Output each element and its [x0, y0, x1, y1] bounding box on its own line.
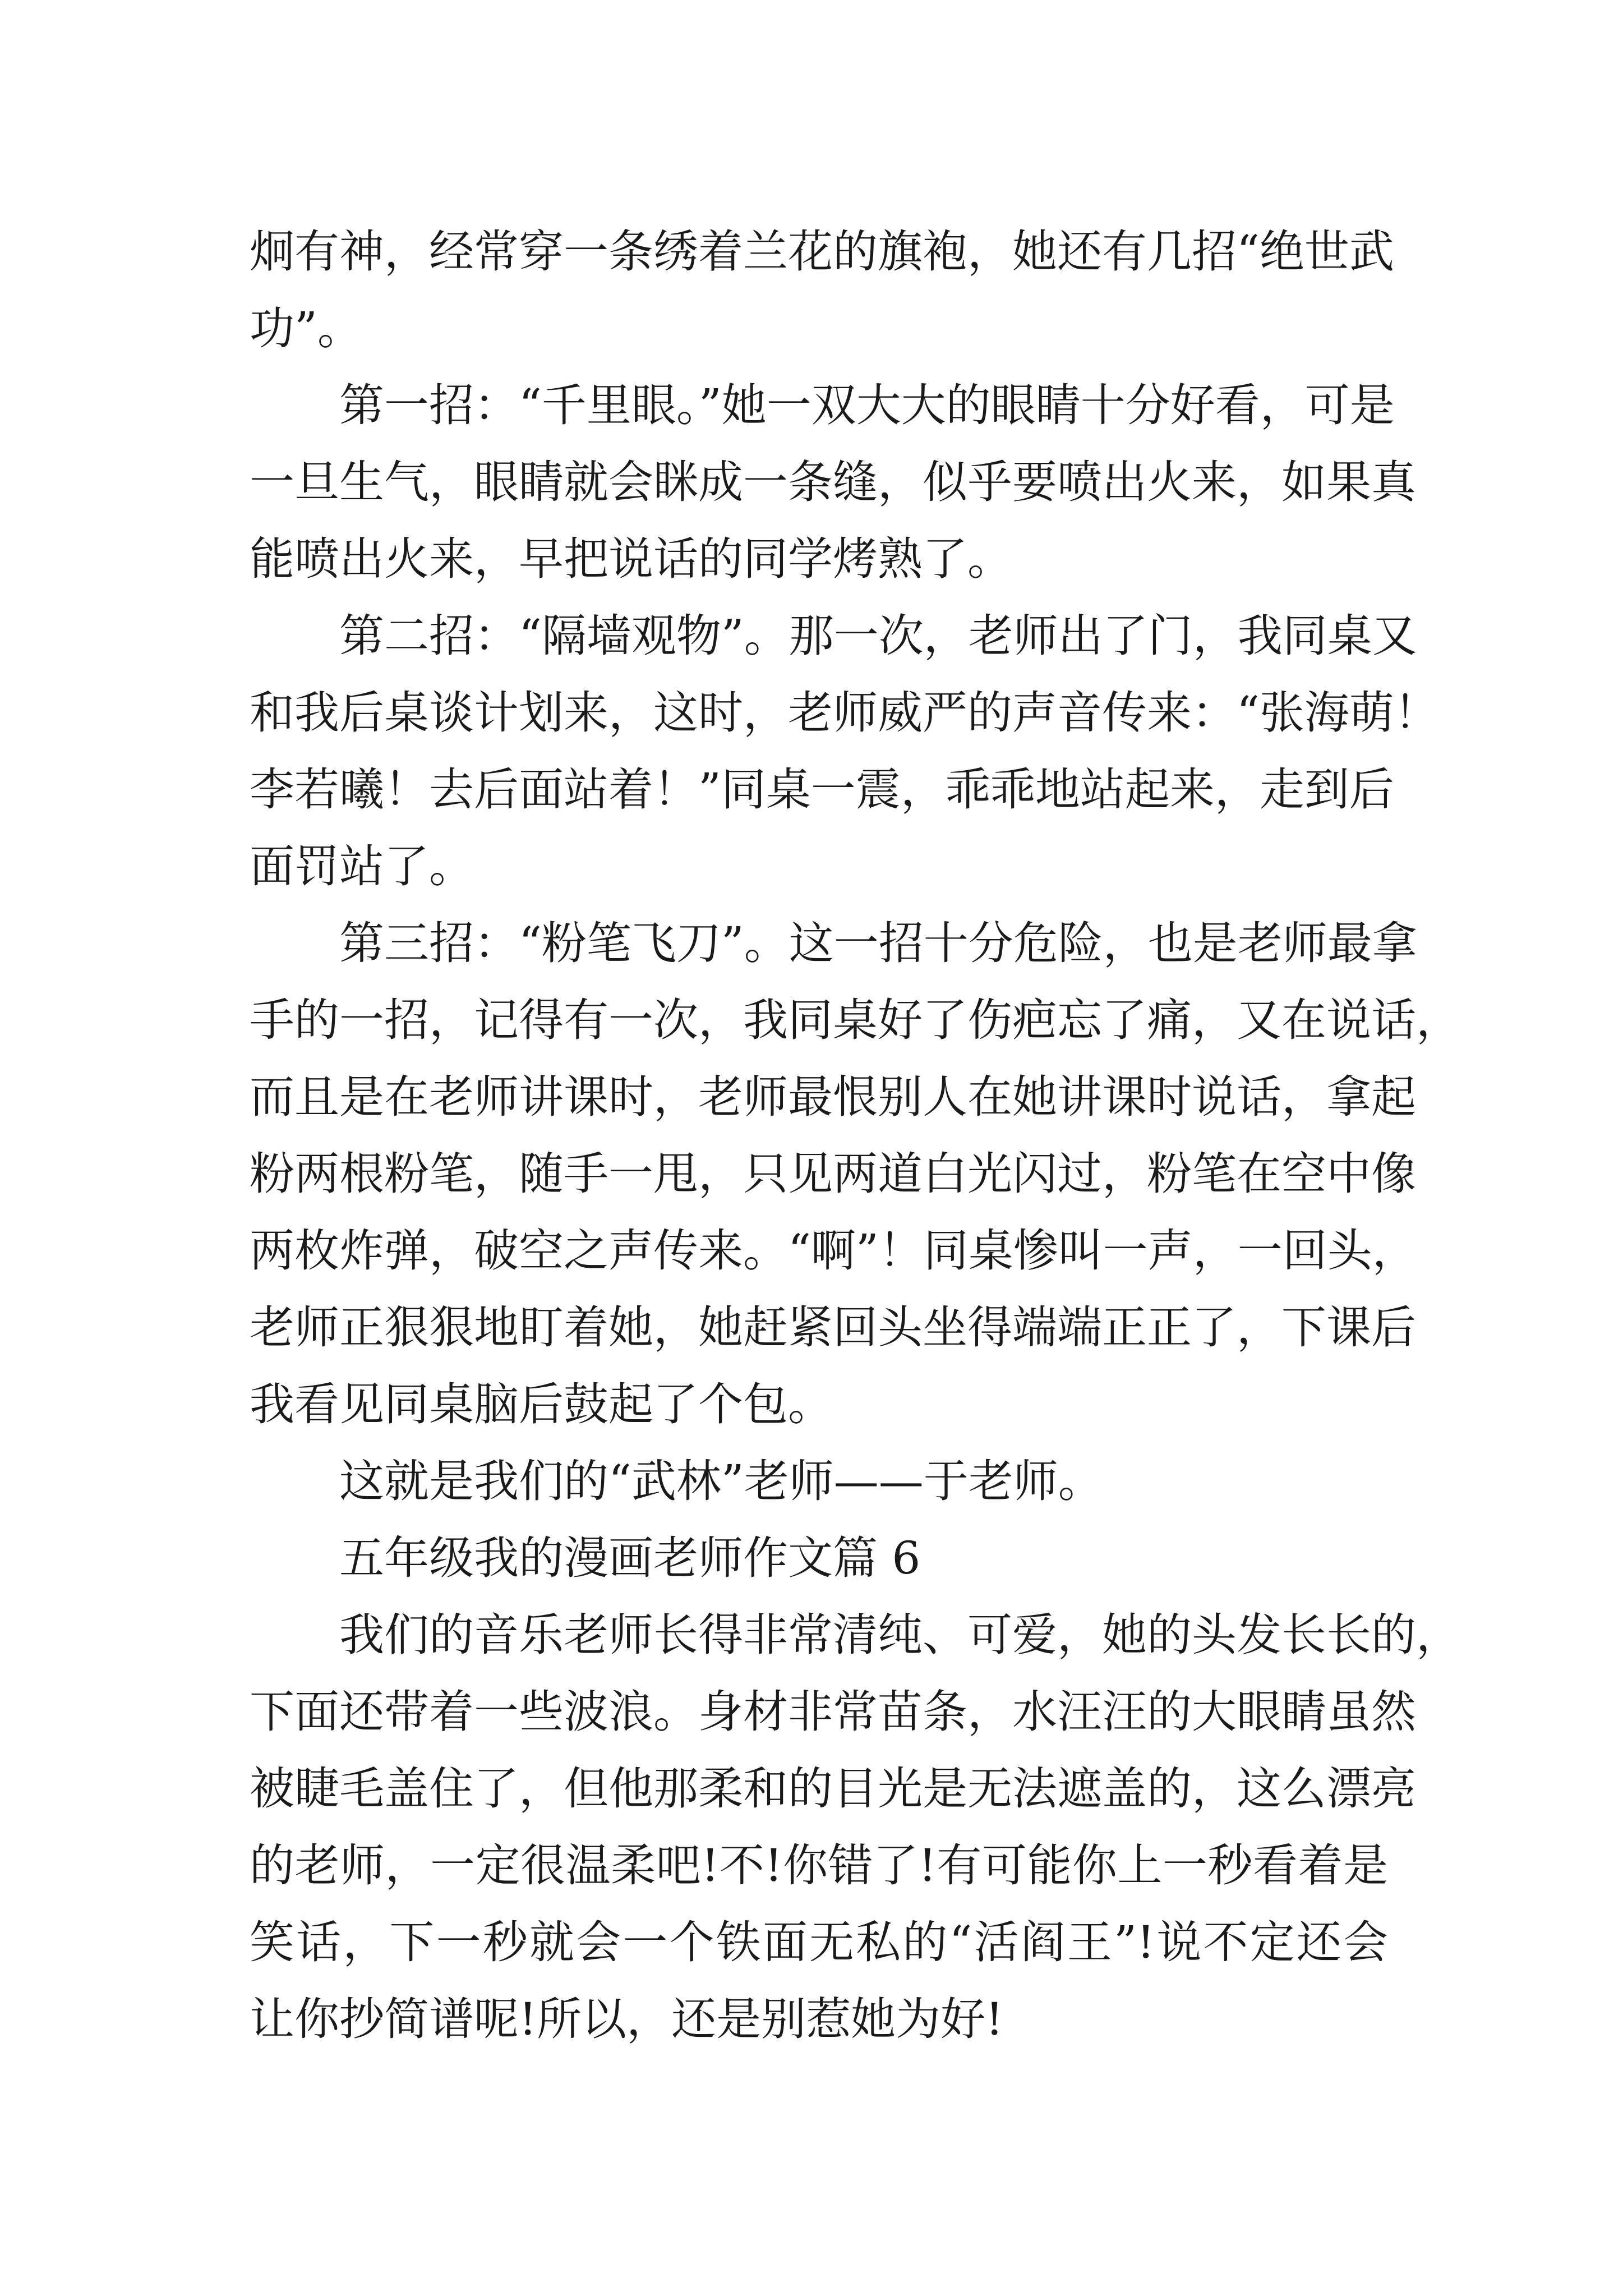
text-line: 被睫毛盖住了，但他那柔和的目光是无法遮盖的，这么漂亮: [250, 1763, 1416, 1815]
text-line: 炯有神，经常穿一条绣着兰花的旗袍，她还有几招“绝世武: [250, 226, 1394, 278]
text-line: 第一招：“千里眼。”她一双大大的眼睛十分好看，可是: [339, 379, 1395, 431]
text-line: 第三招：“粉笔飞刀”。这一招十分危险，也是老师最拿: [339, 917, 1417, 969]
text-line: 五年级我的漫画老师作文篇 6: [339, 1532, 921, 1584]
text-line: 一旦生气，眼睛就会眯成一条缝，似乎要喷出火来，如果真: [250, 456, 1416, 508]
text-line: 粉两根粉笔，随手一甩，只见两道白光闪过，粉笔在空中像: [250, 1148, 1416, 1200]
text-line: 李若曦！去后面站着！”同桌一震，乖乖地站起来，走到后: [250, 763, 1394, 816]
text-line: 而且是在老师讲课时，老师最恨别人在她讲课时说话，拿起: [250, 1071, 1416, 1123]
text-line: 面罚站了。: [250, 840, 474, 892]
text-line: 下面还带着一些波浪。身材非常苗条，水汪汪的大眼睛虽然: [250, 1686, 1416, 1738]
text-line: 手的一招，记得有一次，我同桌好了伤疤忘了痛，又在说话，: [250, 994, 1461, 1046]
text-line: 我们的音乐老师长得非常清纯、可爱，她的头发长长的，: [339, 1609, 1461, 1661]
text-line: 的老师，一定很温柔吧!不!你错了!有可能你上一秒看着是: [250, 1839, 1388, 1892]
text-line: 老师正狠狠地盯着她，她赶紧回头坐得端端正正了，下课后: [250, 1301, 1416, 1354]
text-line: 这就是我们的“武林”老师——于老师。: [339, 1455, 1103, 1507]
text-line: 第二招：“隔墙观物”。那一次，老师出了门，我同桌又: [339, 610, 1417, 662]
text-line: 能喷出火来，早把说话的同学烤熟了。: [250, 533, 1012, 585]
text-line: 笑话，下一秒就会一个铁面无私的“活阎王”!说不定还会: [250, 1916, 1388, 1968]
text-line: 我看见同桌脑后鼓起了个包。: [250, 1378, 833, 1430]
document-page: [250, 213, 1461, 2058]
text-line: 功”。: [250, 302, 362, 355]
text-line: 和我后桌谈计划来，这时，老师威严的声音传来：“张海萌！: [250, 687, 1439, 739]
text-line: 两枚炸弹，破空之声传来。“啊”！同桌惨叫一声，一回头，: [250, 1225, 1417, 1277]
text-line: 让你抄简谱呢!所以，还是别惹她为好!: [250, 1993, 1004, 2045]
